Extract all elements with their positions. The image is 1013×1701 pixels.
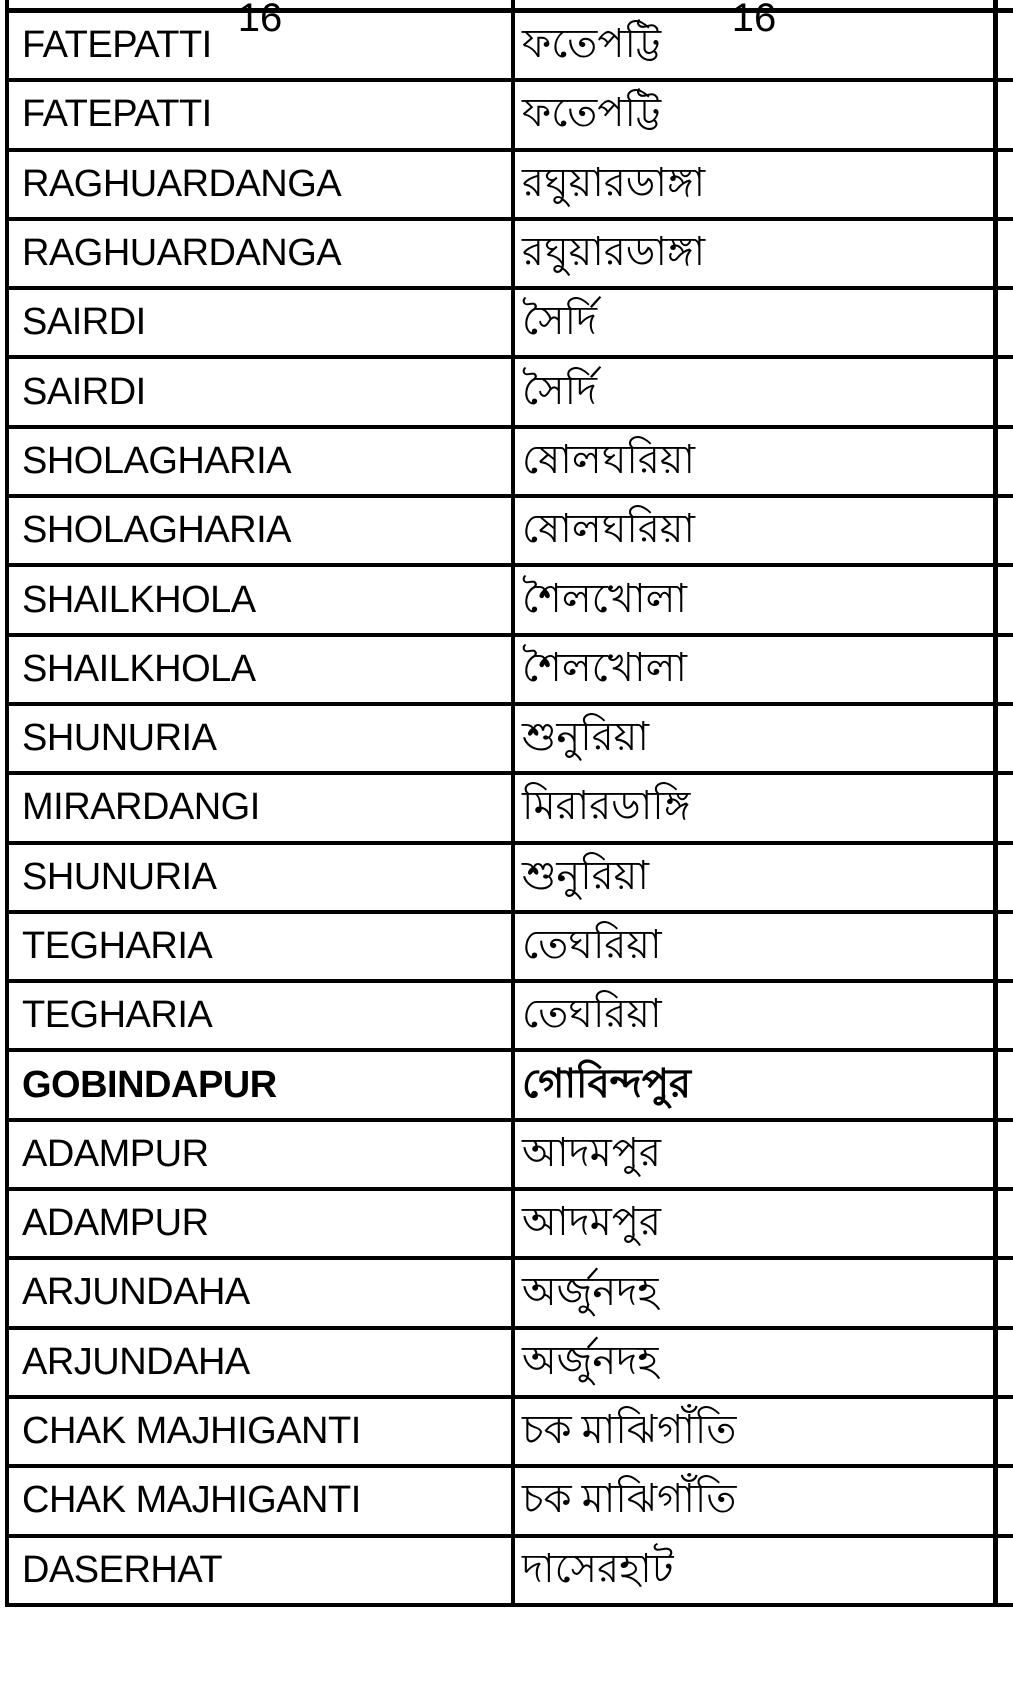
english-name-text: SHOLAGHARIA xyxy=(22,509,292,552)
table-body xyxy=(5,13,1013,1607)
cell-bengali-name xyxy=(515,498,998,563)
english-name-text: ADAMPUR xyxy=(22,1132,209,1175)
cell-sliver xyxy=(998,498,1013,563)
bengali-name-text: তেঘরিয়া xyxy=(522,922,662,968)
bengali-name-text: রঘুয়ারডাঙ্গা xyxy=(522,159,706,205)
english-name-text: ADAMPUR xyxy=(22,1202,209,1245)
cell-english-name xyxy=(5,914,515,979)
cell-bengali-name xyxy=(515,429,998,494)
table-row xyxy=(5,983,1013,1052)
cell-bengali-name xyxy=(515,845,998,910)
english-name-text: SHUNURIA xyxy=(22,855,217,898)
cell-bengali-name xyxy=(515,152,998,217)
table-row xyxy=(5,1260,1013,1329)
table-row xyxy=(5,498,1013,567)
table-row xyxy=(5,845,1013,914)
cell-sliver xyxy=(998,1122,1013,1187)
cell-english-name xyxy=(5,567,515,632)
cell-bengali-name xyxy=(515,290,998,355)
english-name-text: CHAK MAJHIGANTI xyxy=(22,1479,361,1522)
bengali-name-text: শৈলখোলা xyxy=(522,644,687,690)
cell-sliver xyxy=(998,359,1013,424)
bengali-name-text: চক মাঝিগাঁতি xyxy=(522,1476,737,1522)
cell-sliver xyxy=(998,152,1013,217)
english-name-text: SHAILKHOLA xyxy=(22,578,256,621)
table-row xyxy=(5,429,1013,498)
table-row xyxy=(5,13,1013,82)
table-row xyxy=(5,637,1013,706)
cell-sliver xyxy=(998,82,1013,147)
cell-bengali-name xyxy=(515,221,998,286)
cell-sliver xyxy=(998,1538,1013,1603)
cell-english-name xyxy=(5,706,515,771)
cell-sliver xyxy=(998,567,1013,632)
cell-sliver xyxy=(998,1191,1013,1256)
english-name-text: TEGHARIA xyxy=(22,994,213,1037)
cell-english-name xyxy=(5,82,515,147)
cell-english-name xyxy=(5,1538,515,1603)
bengali-name-text: মিরারডাঙ্গি xyxy=(522,783,691,829)
cell-english-name xyxy=(5,1399,515,1464)
cell-english-name xyxy=(5,637,515,702)
bengali-name-text: সৈর্দি xyxy=(522,367,598,413)
cell-english-name xyxy=(5,775,515,840)
cutoff-left-fragment: 16 xyxy=(237,0,283,40)
cell-bengali-name xyxy=(515,637,998,702)
table-row xyxy=(5,359,1013,428)
bengali-name-text: শুনুরিয়া xyxy=(522,852,649,898)
english-name-text: RAGHUARDANGA xyxy=(22,232,342,275)
cutoff-right-fragment: 16 xyxy=(731,0,777,40)
table-row xyxy=(5,1468,1013,1537)
cell-bengali-name xyxy=(515,706,998,771)
bengali-name-text: শুনুরিয়া xyxy=(522,714,649,760)
cell-sliver xyxy=(998,1399,1013,1464)
cell-sliver xyxy=(998,1468,1013,1533)
cell-bengali-name xyxy=(515,983,998,1048)
english-name-text: SAIRDI xyxy=(22,370,146,413)
cell-english-name xyxy=(5,429,515,494)
cell-sliver xyxy=(998,290,1013,355)
cell-bengali-name xyxy=(515,1191,998,1256)
english-name-text: RAGHUARDANGA xyxy=(22,162,342,205)
table-row xyxy=(5,914,1013,983)
bengali-name-text: ফতেপট্টি xyxy=(522,21,662,67)
cell-bengali-name xyxy=(515,1330,998,1395)
english-name-text: ARJUNDAHA xyxy=(22,1271,250,1314)
cell-english-name xyxy=(5,359,515,424)
bengali-name-text: সৈর্দি xyxy=(522,298,598,344)
cell-english-name xyxy=(5,983,515,1048)
bengali-name-text: তেঘরিয়া xyxy=(522,991,662,1037)
cell-english-name xyxy=(5,221,515,286)
cell-bengali-name xyxy=(515,1052,998,1117)
cell-english-name xyxy=(5,290,515,355)
cell-bengali-name xyxy=(515,1122,998,1187)
cell-sliver xyxy=(998,706,1013,771)
cell-bengali-name xyxy=(515,1468,998,1533)
cell-english-name xyxy=(5,1260,515,1325)
cell-english-name xyxy=(5,498,515,563)
cell-english-name xyxy=(5,152,515,217)
table-row xyxy=(5,82,1013,151)
cutoff-cell-sliver xyxy=(998,0,1013,8)
bengali-name-text: অর্জুনদহ xyxy=(522,1268,659,1314)
cell-english-name xyxy=(5,1468,515,1533)
cutoff-row xyxy=(5,0,1013,40)
english-name-text: FATEPATTI xyxy=(22,24,212,67)
bengali-name-text: চক মাঝিগাঁতি xyxy=(522,1407,737,1453)
cell-sliver xyxy=(998,845,1013,910)
table-row xyxy=(5,290,1013,359)
cell-sliver xyxy=(998,1330,1013,1395)
bengali-name-text: আদমপুর xyxy=(522,1129,662,1175)
cell-sliver xyxy=(998,1260,1013,1325)
table-row xyxy=(5,706,1013,775)
cell-bengali-name xyxy=(515,1260,998,1325)
cell-english-name xyxy=(5,1191,515,1256)
cutoff-cell-left xyxy=(5,0,515,40)
cell-bengali-name xyxy=(515,1538,998,1603)
bengali-name-text: ফতেপট্টি xyxy=(522,90,662,136)
table-row xyxy=(5,1191,1013,1260)
bengali-name-text: আদমপুর xyxy=(522,1199,662,1245)
bengali-name-text: ষোলঘরিয়া xyxy=(522,506,696,552)
english-name-text: MIRARDANGI xyxy=(22,786,260,829)
cell-sliver xyxy=(998,983,1013,1048)
table-row xyxy=(5,1399,1013,1468)
cell-english-name xyxy=(5,1122,515,1187)
english-name-text: SHUNURIA xyxy=(22,717,217,760)
cell-sliver xyxy=(998,13,1013,78)
english-name-text: SHOLAGHARIA xyxy=(22,439,292,482)
english-name-text: SAIRDI xyxy=(22,301,146,344)
table-row xyxy=(5,1538,1013,1607)
bengali-name-text: গোবিন্দপুর xyxy=(522,1060,691,1106)
bengali-name-text: শৈলখোলা xyxy=(522,575,687,621)
cell-sliver xyxy=(998,637,1013,702)
cell-sliver xyxy=(998,914,1013,979)
table-row xyxy=(5,1052,1013,1121)
cell-bengali-name xyxy=(515,359,998,424)
cell-english-name xyxy=(5,845,515,910)
cell-bengali-name xyxy=(515,914,998,979)
english-name-text: GOBINDAPUR xyxy=(22,1063,277,1106)
cell-sliver xyxy=(998,1052,1013,1117)
cell-english-name xyxy=(5,1052,515,1117)
bengali-name-text: দাসেরহাট xyxy=(522,1545,674,1591)
table-row xyxy=(5,567,1013,636)
cell-sliver xyxy=(998,429,1013,494)
english-name-text: DASERHAT xyxy=(22,1548,223,1591)
cell-bengali-name xyxy=(515,1399,998,1464)
cell-english-name xyxy=(5,1330,515,1395)
english-name-text: SHAILKHOLA xyxy=(22,647,256,690)
cell-bengali-name xyxy=(515,82,998,147)
english-name-text: TEGHARIA xyxy=(22,925,213,967)
table-row xyxy=(5,221,1013,290)
english-name-text: FATEPATTI xyxy=(22,93,212,136)
cell-sliver xyxy=(998,221,1013,286)
bengali-name-text: রঘুয়ারডাঙ্গা xyxy=(522,229,706,275)
cutoff-cell-right xyxy=(515,0,998,40)
cell-bengali-name xyxy=(515,775,998,840)
table-row xyxy=(5,1330,1013,1399)
table-row xyxy=(5,152,1013,221)
cell-sliver xyxy=(998,775,1013,840)
bengali-name-text: ষোলঘরিয়া xyxy=(522,436,696,482)
table-row xyxy=(5,1122,1013,1191)
english-name-text: ARJUNDAHA xyxy=(22,1340,250,1383)
table-row xyxy=(5,775,1013,844)
mouza-name-table xyxy=(5,0,1013,1607)
english-name-text: CHAK MAJHIGANTI xyxy=(22,1410,361,1453)
cell-bengali-name xyxy=(515,567,998,632)
bengali-name-text: অর্জুনদহ xyxy=(522,1337,659,1383)
